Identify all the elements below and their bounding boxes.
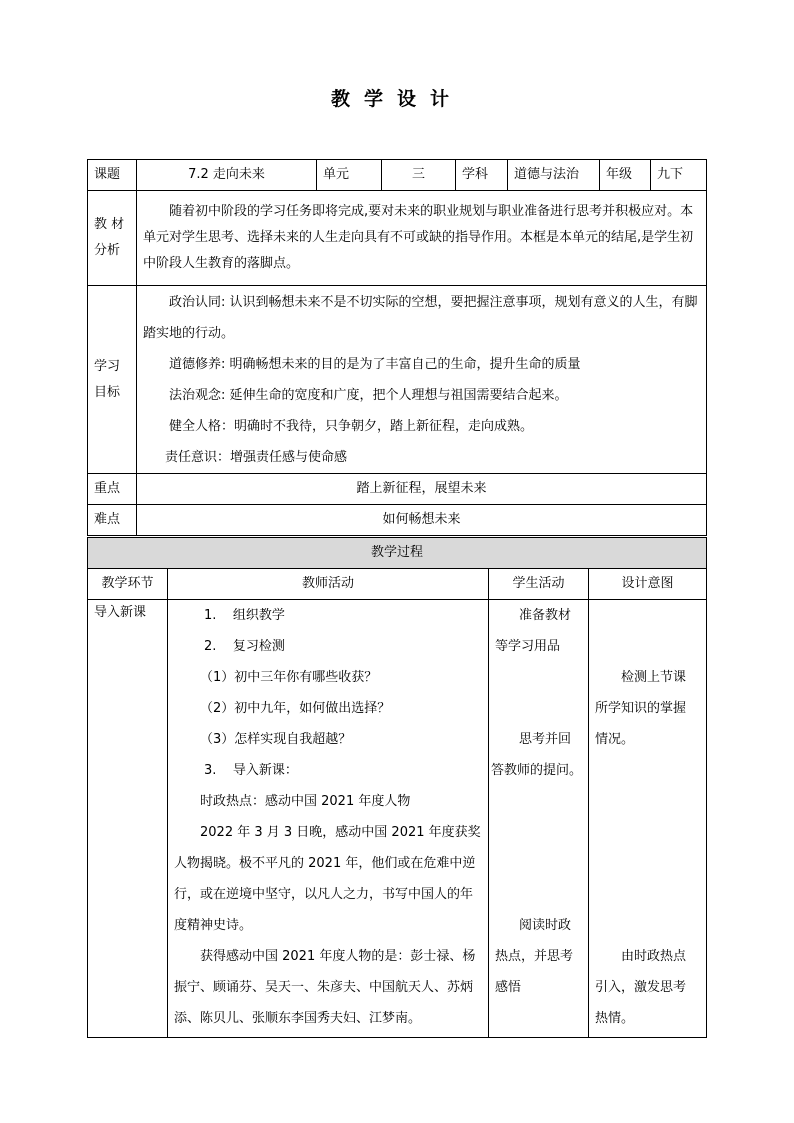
hot-topic-heading: 时政热点：感动中国 2021 年度人物: [200, 794, 411, 809]
goal-political: 政治认同: 认识到畅想未来不是不切实际的空想，要把握注意事项，规划有意义的人生，有脚踏实地的行动。: [143, 294, 698, 341]
intent-line-1: 检测上节课: [621, 670, 687, 685]
process-title: 教学过程: [88, 538, 707, 569]
col-header-intent: 设计意图: [589, 569, 707, 600]
difficulty-label: 难点: [88, 505, 137, 536]
goal-moral: 道德修养: 明确畅想未来的目的是为了丰富自己的生命，提升生命的质量: [169, 356, 581, 372]
goal-law: 法治观念: 延伸生命的宽度和广度，把个人理想与祖国需要结合起来。: [169, 387, 568, 403]
process-title-row: [88, 538, 707, 569]
key-point-value: 踏上新征程，展望未来: [137, 474, 707, 505]
process-row: [88, 600, 707, 1038]
student-line-1: 准备教材: [519, 608, 572, 623]
intent-line-3: 情况。: [595, 732, 635, 747]
goal-personality: 健全人格：明确时不我待，只争朝夕，踏上新征程，走向成熟。: [169, 418, 534, 434]
stage-cell: 导入新课: [88, 600, 168, 1038]
analysis-label: 教 材 分析: [88, 191, 137, 286]
process-header-row: [88, 569, 707, 600]
question-1: （1）初中三年你有哪些收获？: [200, 670, 378, 685]
unit-value: 三: [382, 160, 456, 191]
header-row: [88, 160, 707, 191]
student-line-7: 感悟: [495, 980, 522, 995]
intent-cell: [589, 600, 707, 1038]
hot-topic-paragraph: 2022 年 3 月 3 日晚，感动中国 2021 年度获奖人物揭晓。极不平凡的 2021 年，他们或在危难中逆行，或在逆境中坚守，以凡人之力，书写中国人的年度精神史诗。: [174, 825, 481, 933]
question-3: （3）怎样实现自我超越？: [200, 732, 352, 747]
teacher-step-1: 1. 组织教学: [204, 608, 285, 623]
analysis-row: [88, 191, 707, 286]
teacher-step-2: 2. 复习检测: [204, 639, 285, 654]
intent-line-6: 热情。: [595, 1011, 635, 1026]
col-header-stage: 教学环节: [88, 569, 168, 600]
topic-label: 课题: [88, 160, 137, 191]
subject-label: 学科: [456, 160, 508, 191]
student-line-4: 答教师的提问。: [491, 763, 583, 778]
goal-responsibility: 责任意识：增强责任感与使命感: [165, 449, 348, 465]
key-point-label: 重点: [88, 474, 137, 505]
difficulty-value: 如何畅想未来: [137, 505, 707, 536]
goals-label: 学习 目标: [88, 286, 137, 474]
teacher-step-3: 3. 导入新课：: [204, 763, 298, 778]
grade-label: 年级: [600, 160, 651, 191]
goals-row: [88, 286, 707, 474]
col-header-student: 学生活动: [489, 569, 589, 600]
student-line-5: 阅读时政: [519, 918, 572, 933]
difficulty-row: [88, 505, 707, 536]
key-point-row: [88, 474, 707, 505]
intent-line-5: 引入，激发思考: [595, 980, 687, 995]
student-line-3: 思考并回: [519, 732, 572, 747]
col-header-teacher: 教师活动: [168, 569, 489, 600]
student-cell: [489, 600, 589, 1038]
student-line-6: 热点，并思考: [495, 949, 574, 964]
intent-line-4: 由时政热点: [621, 949, 687, 964]
teacher-cell: [168, 600, 489, 1038]
unit-label: 单元: [317, 160, 382, 191]
intent-line-2: 所学知识的掌握: [595, 701, 687, 716]
awardees-paragraph: 获得感动中国 2021 年度人物的是：彭士禄、杨振宁、顾诵芬、吴天一、朱彦夫、中国航天人、苏炳添、陈贝儿、张顺东李国秀夫妇、江梦南。: [174, 949, 476, 1026]
info-table: [87, 159, 707, 536]
subject-value: 道德与法治: [508, 160, 600, 191]
process-table: [87, 537, 707, 1038]
topic-value: 7.2 走向未来: [137, 160, 317, 191]
document-title: 教学设计: [330, 88, 463, 110]
goals-cell: [137, 286, 707, 474]
analysis-text: 随着初中阶段的学习任务即将完成,要对未来的职业规划与职业准备进行思考并积极应对。本单元对学生思考、选择未来的人生走向具有不可或缺的指导作用。本框是本单元的结尾,是学生初中阶段人生教育的落脚点。: [143, 204, 694, 271]
question-2: （2）初中九年，如何做出选择？: [200, 701, 391, 716]
student-line-2: 等学习用品: [495, 639, 561, 654]
grade-value: 九下: [651, 160, 707, 191]
analysis-cell: [137, 191, 707, 286]
